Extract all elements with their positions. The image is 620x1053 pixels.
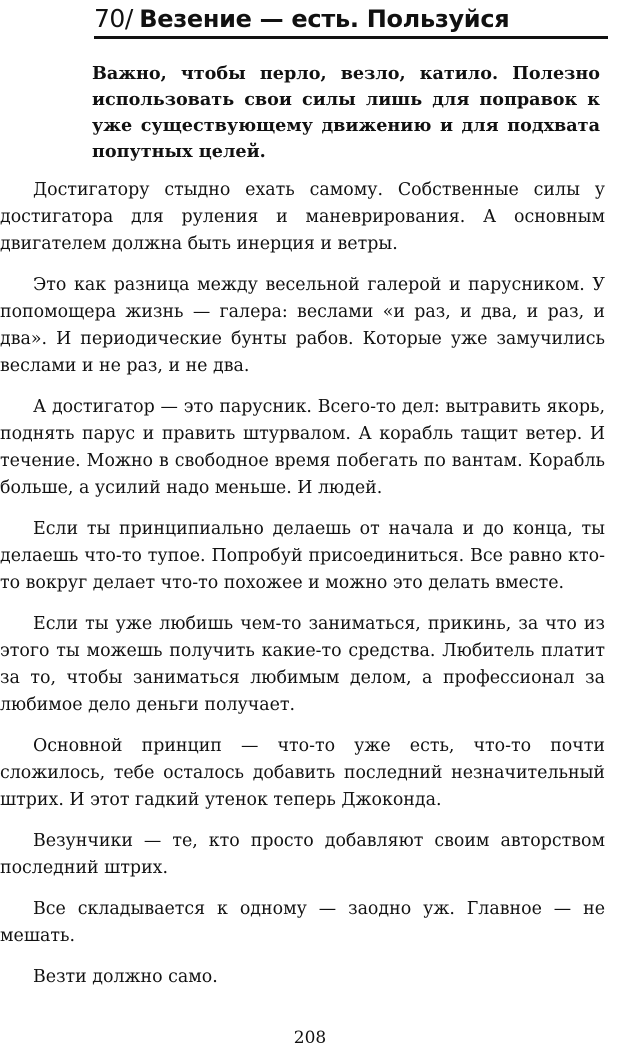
paragraph-4: Если ты принципиально делаешь от начала и до конца, ты делаешь что-то тупое. Попробуй присоединиться. Все равно кто-то вокруг делает что-то похожее и можно это делать вместе. xyxy=(0,519,605,593)
paragraph-9: Везти должно само. xyxy=(33,967,218,987)
paragraph-7: Везунчики — те, кто просто добавляют своим авторством последний штрих. xyxy=(0,831,605,878)
paragraph-6: Основной принцип — что-то уже есть, что-то почти сложилось, тебе осталось добавить последний незначительный штрих. И этот гадкий утенок теперь Джоконда. xyxy=(0,736,605,810)
paragraph-1: Достигатору стыдно ехать самому. Собственные силы у достигатора для руления и маневрирования. А основным двигателем должна быть инерция и ветры. xyxy=(0,180,605,254)
page-number: 208 xyxy=(293,1028,327,1048)
paragraph-2: Это как разница между весельной галерой и парусником. У попомощера жизнь — галера: веслами «и раз, и два, и раз, и два». И периодические бунты рабов. Которые уже замучились веслами и не раз, и не два. xyxy=(0,275,605,376)
header-separator: / xyxy=(124,4,134,33)
paragraph-8: Все складывается к одному — заодно уж. Главное — не мешать. xyxy=(0,899,605,946)
running-header xyxy=(94,0,608,39)
chapter-number: 70 xyxy=(94,4,125,33)
body-text xyxy=(0,177,605,1005)
paragraph-5: Если ты уже любишь чем-то заниматься, прикинь, за что из этого ты можешь получить какие-то средства. Любитель платит за то, чтобы заниматься любимым делом, а профессионал за любимое дело деньги получает. xyxy=(0,614,605,715)
chapter-title: Везение — есть. Пользуйся xyxy=(139,5,510,33)
lead-paragraph: Важно, чтобы перло, везло, катило. Полезно использовать свои силы лишь для поправок к уже существующему движению и для подхвата попутных целей. xyxy=(92,63,600,162)
paragraph-3: А достигатор — это парусник. Всего-то дел: вытравить якорь, поднять парус и править штурвалом. А корабль тащит ветер. И течение. Можно в свободное время побегать по вантам. Корабль больше, а усилий надо меньше. И людей. xyxy=(0,397,605,498)
